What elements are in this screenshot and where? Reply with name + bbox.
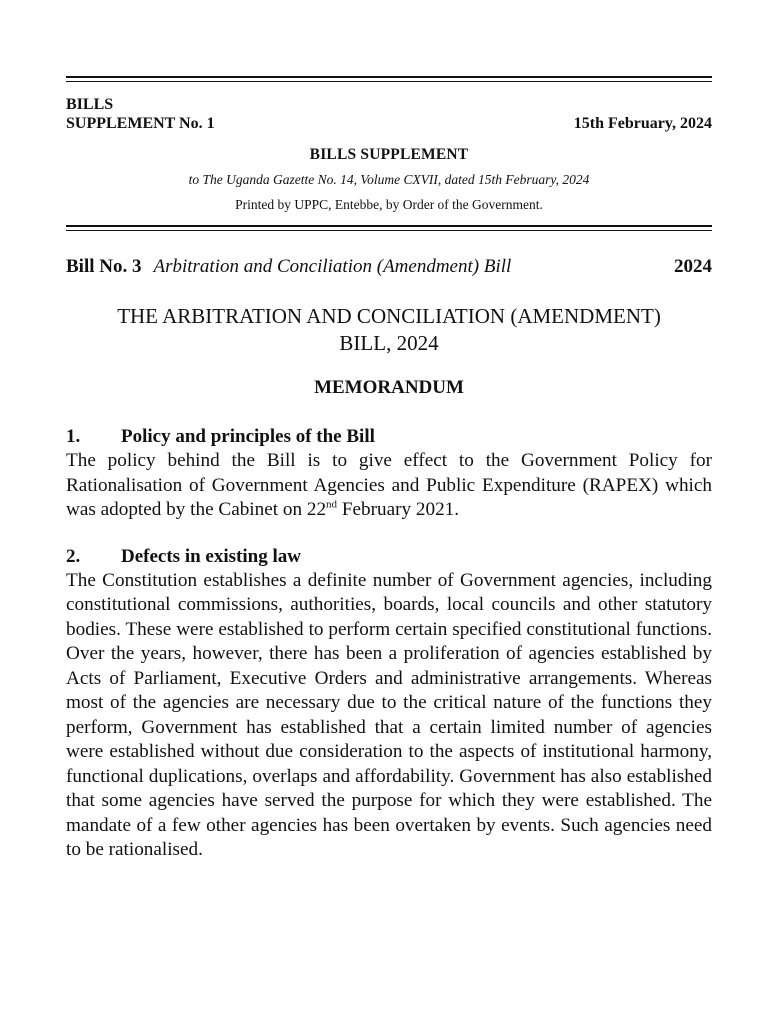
- masthead-bills: BILLS: [66, 96, 114, 113]
- masthead: [66, 82, 712, 133]
- section-1-title: Policy and principles of the Bill: [121, 426, 375, 447]
- supplement-title: BILLS SUPPLEMENT: [309, 146, 469, 163]
- bill-number: Bill No. 3: [66, 256, 142, 277]
- section-2-title: Defects in existing law: [121, 545, 301, 567]
- bill-name: Arbitration and Conciliation (Amendment) Bill: [153, 256, 512, 277]
- bill-year: 2024: [674, 256, 712, 277]
- section-1-number: 1.: [66, 426, 81, 447]
- act-title-line-1: THE ARBITRATION AND CONCILIATION (AMENDMENT): [117, 304, 661, 328]
- printer-line: Printed by UPPC, Entebbe, by Order of the Government.: [235, 197, 543, 212]
- bottom-double-rule: [66, 225, 712, 231]
- memorandum-heading: MEMORANDUM: [314, 377, 464, 398]
- gazette-reference: to The Uganda Gazette No. 14, Volume CXVII, dated 15th February, 2024: [188, 172, 590, 187]
- masthead-supplement-number: SUPPLEMENT No. 1: [66, 115, 215, 132]
- section-2-number: 2.: [66, 545, 81, 567]
- bill-header: [66, 256, 712, 280]
- section-2-heading: [66, 545, 712, 569]
- gazette-page: [66, 76, 712, 863]
- section-1-text: The policy behind the Bill is to give effect to the Government Policy for Rationalisation of Government Agencies and Public Expenditure (RAPEX) which was adopted by the Cabinet on 22: [66, 450, 712, 520]
- masthead-date: 15th February, 2024: [573, 115, 712, 132]
- date-ordinal-superscript: nd: [326, 498, 338, 511]
- section-1-text-end: February 2021.: [337, 499, 460, 520]
- act-title-line-2: BILL, 2024: [339, 331, 439, 355]
- section-1-heading: [66, 425, 712, 449]
- act-title: [66, 303, 712, 357]
- section-1-paragraph: [66, 449, 712, 523]
- section-2-paragraph: The Constitution establishes a definite number of Government agencies, including constitutional commissions, authorities, boards, local councils and other statutory bodies. These were established to perform certain specified constitutional functions. Over the years, however, there has been a proliferation of agencies established by Acts of Parliament, Executive Orders and administrative arrangements. Whereas most of the agencies are necessary due to the critical nature of the functions they perform, Government has established that a certain limited number of agencies were established without due consideration to the aspects of institutional harmony, functional duplications, overlaps and affordability. Government has also established that some agencies have served the purpose for which they were established. The mandate of a few other agencies has been overtaken by events. Such agencies need to be rationalised.: [66, 569, 712, 860]
